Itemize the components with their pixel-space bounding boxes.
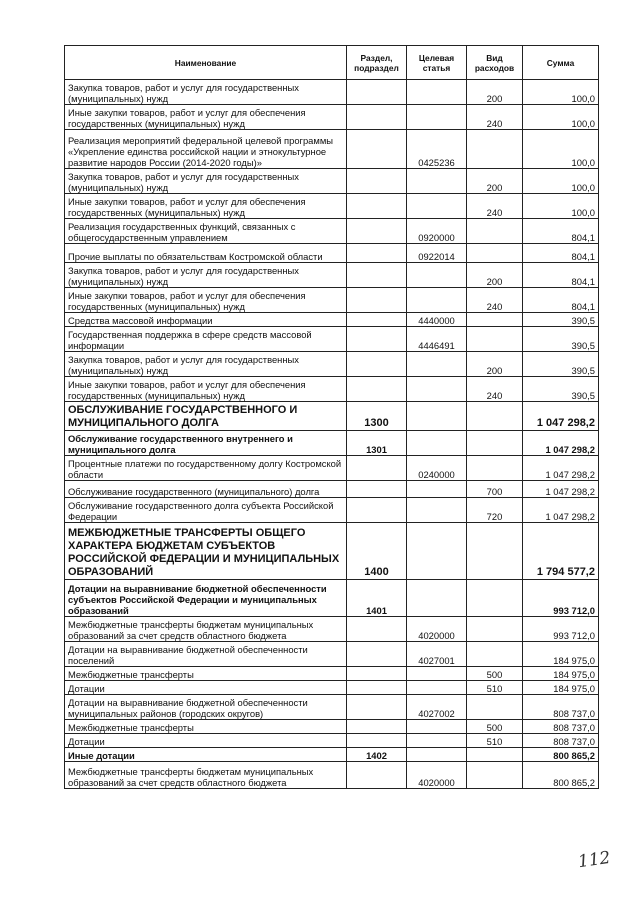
cell-target	[407, 263, 467, 288]
cell-sum: 184 975,0	[523, 667, 599, 681]
cell-target	[407, 667, 467, 681]
cell-sum: 184 975,0	[523, 681, 599, 695]
cell-name: Процентные платежи по государственному долгу Костромской области	[65, 456, 347, 481]
cell-sum: 390,5	[523, 313, 599, 327]
table-row	[65, 352, 599, 377]
cell-name: Межбюджетные трансферты	[65, 720, 347, 734]
cell-section	[347, 105, 407, 130]
cell-name: МЕЖБЮДЖЕТНЫЕ ТРАНСФЕРТЫ ОБЩЕГО ХАРАКТЕРА БЮДЖЕТАМ СУБЪЕКТОВ РОССИЙСКОЙ ФЕДЕРАЦИИ И МУНИЦИПАЛЬНЫХ ОБРАЗОВАНИЙ	[65, 523, 347, 580]
table-row	[65, 194, 599, 219]
cell-type	[467, 327, 523, 352]
cell-section	[347, 720, 407, 734]
table-header-row	[65, 46, 599, 80]
table-row	[65, 219, 599, 244]
cell-type: 720	[467, 498, 523, 523]
cell-type: 240	[467, 377, 523, 402]
cell-section: 1300	[347, 402, 407, 431]
table-row	[65, 456, 599, 481]
cell-target	[407, 169, 467, 194]
table-row	[65, 498, 599, 523]
cell-sum: 100,0	[523, 105, 599, 130]
cell-sum: 184 975,0	[523, 642, 599, 667]
cell-name: Иные дотации	[65, 748, 347, 762]
cell-type	[467, 748, 523, 762]
cell-section	[347, 169, 407, 194]
header-name: Наименование	[65, 46, 347, 80]
cell-type: 240	[467, 105, 523, 130]
table-row	[65, 681, 599, 695]
table-row	[65, 169, 599, 194]
cell-type: 200	[467, 169, 523, 194]
cell-sum: 800 865,2	[523, 762, 599, 789]
table-row	[65, 481, 599, 498]
cell-sum: 100,0	[523, 194, 599, 219]
table-row	[65, 80, 599, 105]
table-row	[65, 720, 599, 734]
table-row	[65, 263, 599, 288]
cell-type: 200	[467, 352, 523, 377]
cell-name: Межбюджетные трансферты бюджетам муниципальных образований за счет средств областного бюджета	[65, 762, 347, 789]
cell-section	[347, 667, 407, 681]
cell-target	[407, 481, 467, 498]
cell-target	[407, 288, 467, 313]
cell-type: 200	[467, 80, 523, 105]
cell-sum: 800 865,2	[523, 748, 599, 762]
cell-type	[467, 431, 523, 456]
cell-sum: 1 047 298,2	[523, 498, 599, 523]
cell-target: 4020000	[407, 762, 467, 789]
cell-type	[467, 580, 523, 617]
cell-type: 240	[467, 194, 523, 219]
cell-type: 700	[467, 481, 523, 498]
cell-target: 0240000	[407, 456, 467, 481]
cell-sum: 100,0	[523, 169, 599, 194]
cell-sum: 808 737,0	[523, 734, 599, 748]
header-type: Вид расходов	[467, 46, 523, 80]
cell-target	[407, 377, 467, 402]
cell-section	[347, 313, 407, 327]
cell-sum: 804,1	[523, 244, 599, 263]
cell-section	[347, 327, 407, 352]
cell-sum: 804,1	[523, 288, 599, 313]
table-row	[65, 244, 599, 263]
cell-name: Обслуживание государственного долга субъекта Российской Федерации	[65, 498, 347, 523]
cell-type	[467, 642, 523, 667]
cell-type	[467, 762, 523, 789]
cell-section	[347, 377, 407, 402]
cell-type: 500	[467, 667, 523, 681]
cell-sum: 100,0	[523, 80, 599, 105]
cell-sum: 390,5	[523, 352, 599, 377]
header-target: Целевая статья	[407, 46, 467, 80]
cell-type: 200	[467, 263, 523, 288]
cell-section: 1401	[347, 580, 407, 617]
cell-target	[407, 80, 467, 105]
cell-target	[407, 523, 467, 580]
cell-section	[347, 617, 407, 642]
cell-type	[467, 402, 523, 431]
cell-name: Закупка товаров, работ и услуг для государственных (муниципальных) нужд	[65, 169, 347, 194]
table-row	[65, 642, 599, 667]
cell-sum: 1 047 298,2	[523, 481, 599, 498]
cell-target	[407, 431, 467, 456]
cell-sum: 808 737,0	[523, 695, 599, 720]
cell-target: 4027002	[407, 695, 467, 720]
cell-sum: 100,0	[523, 130, 599, 169]
cell-sum: 1 794 577,2	[523, 523, 599, 580]
cell-name: Дотации	[65, 734, 347, 748]
cell-name: Иные закупки товаров, работ и услуг для обеспечения государственных (муниципальных) нужд	[65, 288, 347, 313]
table-row	[65, 580, 599, 617]
cell-sum: 993 712,0	[523, 580, 599, 617]
cell-section	[347, 481, 407, 498]
cell-target: 0920000	[407, 219, 467, 244]
cell-section	[347, 734, 407, 748]
cell-name: Закупка товаров, работ и услуг для государственных (муниципальных) нужд	[65, 263, 347, 288]
cell-target	[407, 498, 467, 523]
table-row	[65, 105, 599, 130]
cell-sum: 804,1	[523, 219, 599, 244]
cell-section	[347, 642, 407, 667]
cell-type: 500	[467, 720, 523, 734]
cell-section	[347, 130, 407, 169]
cell-target: 4446491	[407, 327, 467, 352]
header-section: Раздел, подраздел	[347, 46, 407, 80]
cell-target: 0922014	[407, 244, 467, 263]
cell-section	[347, 352, 407, 377]
cell-type: 510	[467, 681, 523, 695]
cell-target	[407, 105, 467, 130]
cell-section	[347, 80, 407, 105]
table-body	[65, 80, 599, 789]
table-row	[65, 130, 599, 169]
cell-target	[407, 748, 467, 762]
cell-type	[467, 313, 523, 327]
cell-section	[347, 219, 407, 244]
cell-name: ОБСЛУЖИВАНИЕ ГОСУДАРСТВЕННОГО И МУНИЦИПАЛЬНОГО ДОЛГА	[65, 402, 347, 431]
cell-target: 0425236	[407, 130, 467, 169]
cell-section	[347, 762, 407, 789]
table-row	[65, 402, 599, 431]
table-row	[65, 762, 599, 789]
table-row	[65, 734, 599, 748]
table-row	[65, 523, 599, 580]
cell-type	[467, 523, 523, 580]
cell-section: 1301	[347, 431, 407, 456]
cell-target: 4027001	[407, 642, 467, 667]
cell-sum: 804,1	[523, 263, 599, 288]
cell-name: Обслуживание государственного внутреннего и муниципального долга	[65, 431, 347, 456]
cell-name: Межбюджетные трансферты бюджетам муниципальных образований за счет средств областного бюджета	[65, 617, 347, 642]
cell-section	[347, 244, 407, 263]
budget-table	[64, 45, 599, 789]
table-row	[65, 695, 599, 720]
cell-name: Дотации на выравнивание бюджетной обеспеченности муниципальных районов (городских округов)	[65, 695, 347, 720]
cell-type	[467, 456, 523, 481]
cell-section: 1400	[347, 523, 407, 580]
cell-name: Закупка товаров, работ и услуг для государственных (муниципальных) нужд	[65, 80, 347, 105]
cell-type	[467, 244, 523, 263]
cell-sum: 808 737,0	[523, 720, 599, 734]
cell-target	[407, 352, 467, 377]
cell-section	[347, 498, 407, 523]
cell-type	[467, 219, 523, 244]
cell-name: Государственная поддержка в сфере средств массовой информации	[65, 327, 347, 352]
table-row	[65, 288, 599, 313]
cell-name: Межбюджетные трансферты	[65, 667, 347, 681]
budget-table-container	[64, 45, 598, 789]
cell-target: 4020000	[407, 617, 467, 642]
cell-section	[347, 263, 407, 288]
cell-sum: 1 047 298,2	[523, 456, 599, 481]
cell-type: 510	[467, 734, 523, 748]
cell-name: Иные закупки товаров, работ и услуг для обеспечения государственных (муниципальных) нужд	[65, 194, 347, 219]
cell-name: Иные закупки товаров, работ и услуг для обеспечения государственных (муниципальных) нужд	[65, 105, 347, 130]
cell-name: Средства массовой информации	[65, 313, 347, 327]
cell-name: Обслуживание государственного (муниципального) долга	[65, 481, 347, 498]
cell-target	[407, 402, 467, 431]
cell-sum: 390,5	[523, 377, 599, 402]
table-row	[65, 377, 599, 402]
cell-name: Дотации на выравнивание бюджетной обеспеченности субъектов Российской Федерации и муниципальных образований	[65, 580, 347, 617]
table-row	[65, 327, 599, 352]
cell-name: Реализация государственных функций, связанных с общегосударственным управлением	[65, 219, 347, 244]
cell-name: Закупка товаров, работ и услуг для государственных (муниципальных) нужд	[65, 352, 347, 377]
cell-section	[347, 681, 407, 695]
cell-type	[467, 695, 523, 720]
cell-sum: 390,5	[523, 327, 599, 352]
cell-name: Реализация мероприятий федеральной целевой программы «Укрепление единства российской нации и этнокультурное развитие народов России (2014-2020 годы)»	[65, 130, 347, 169]
cell-name: Прочие выплаты по обязательствам Костромской области	[65, 244, 347, 263]
table-row	[65, 667, 599, 681]
cell-sum: 993 712,0	[523, 617, 599, 642]
cell-section	[347, 194, 407, 219]
cell-target	[407, 194, 467, 219]
cell-target	[407, 734, 467, 748]
cell-target	[407, 580, 467, 617]
cell-target	[407, 681, 467, 695]
table-row	[65, 617, 599, 642]
cell-target: 4440000	[407, 313, 467, 327]
cell-sum: 1 047 298,2	[523, 431, 599, 456]
cell-section	[347, 456, 407, 481]
cell-type: 240	[467, 288, 523, 313]
cell-name: Дотации на выравнивание бюджетной обеспеченности поселений	[65, 642, 347, 667]
cell-section	[347, 288, 407, 313]
page-number: 112	[576, 847, 612, 873]
cell-sum: 1 047 298,2	[523, 402, 599, 431]
cell-type	[467, 617, 523, 642]
cell-target	[407, 720, 467, 734]
table-row	[65, 431, 599, 456]
cell-type	[467, 130, 523, 169]
cell-section	[347, 695, 407, 720]
cell-name: Иные закупки товаров, работ и услуг для обеспечения государственных (муниципальных) нужд	[65, 377, 347, 402]
header-sum: Сумма	[523, 46, 599, 80]
table-row	[65, 313, 599, 327]
table-row	[65, 748, 599, 762]
cell-name: Дотации	[65, 681, 347, 695]
cell-section: 1402	[347, 748, 407, 762]
